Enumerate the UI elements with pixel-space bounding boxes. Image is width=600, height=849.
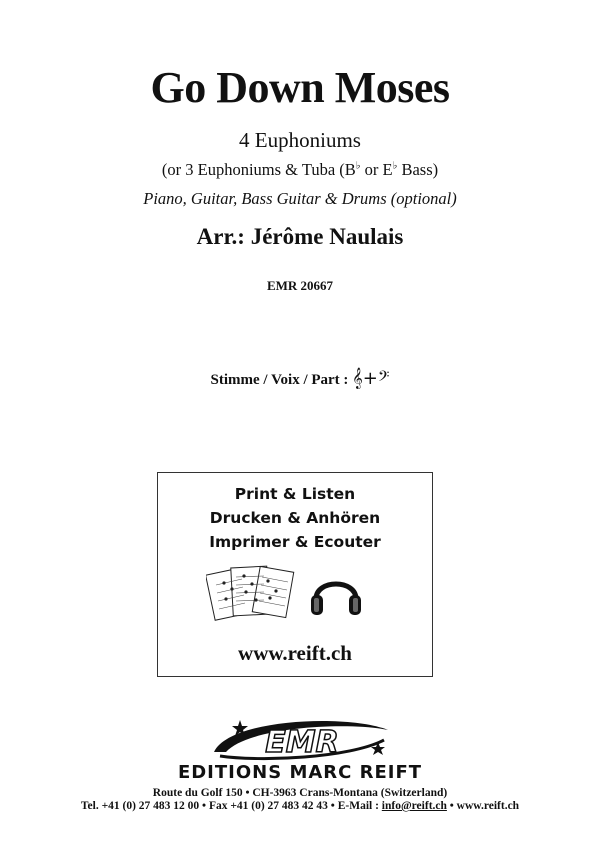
publisher-contact [0,800,600,812]
contact-phone-fax: Tel. +41 (0) 27 483 12 00 • Fax +41 (0) 27 483 42 43 • E-Mail : [80,800,382,812]
part-label: Stimme / Voix / Part : [210,372,349,388]
promo-line-german: Drucken & Anhören [209,509,381,527]
instrumentation-alternative [0,160,600,180]
clefs-icon: 𝄞+𝄢 [352,368,390,389]
page-title: Go Down Moses [150,63,450,112]
flat-sign: ♭ [392,160,398,172]
promo-line-french: Imprimer & Ecouter [209,533,381,551]
optional-instruments: Piano, Guitar, Bass Guitar & Drums (optional) [143,189,457,208]
arranger: Arr.: Jérôme Naulais [196,224,404,249]
promo-line-english: Print & Listen [234,485,356,503]
flat-sign: ♭ [355,160,361,172]
alt-middle: or E [360,160,393,179]
part-line [0,368,600,389]
email-link[interactable]: info@reift.ch [381,800,447,812]
sheet-music-icon [206,563,296,623]
contact-website: • www.reift.ch [446,800,520,812]
emr-logo [200,712,400,762]
print-listen-box[interactable] [157,472,433,677]
publisher-address: Route du Golf 150 • CH-3963 Crans-Montana (Switzerland) [152,787,448,799]
alt-suffix: Bass) [397,160,439,179]
emr-logo-text: EMR [265,725,339,760]
publisher-name: EDITIONS MARC REIFT [177,762,423,783]
subtitle: 4 Euphoniums [239,128,361,152]
headphones-icon [308,565,364,621]
alt-prefix: (or 3 Euphoniums & Tuba (B [161,160,356,179]
promo-url-link[interactable]: www.reift.ch [238,641,352,665]
catalog-number: EMR 20667 [266,278,334,293]
